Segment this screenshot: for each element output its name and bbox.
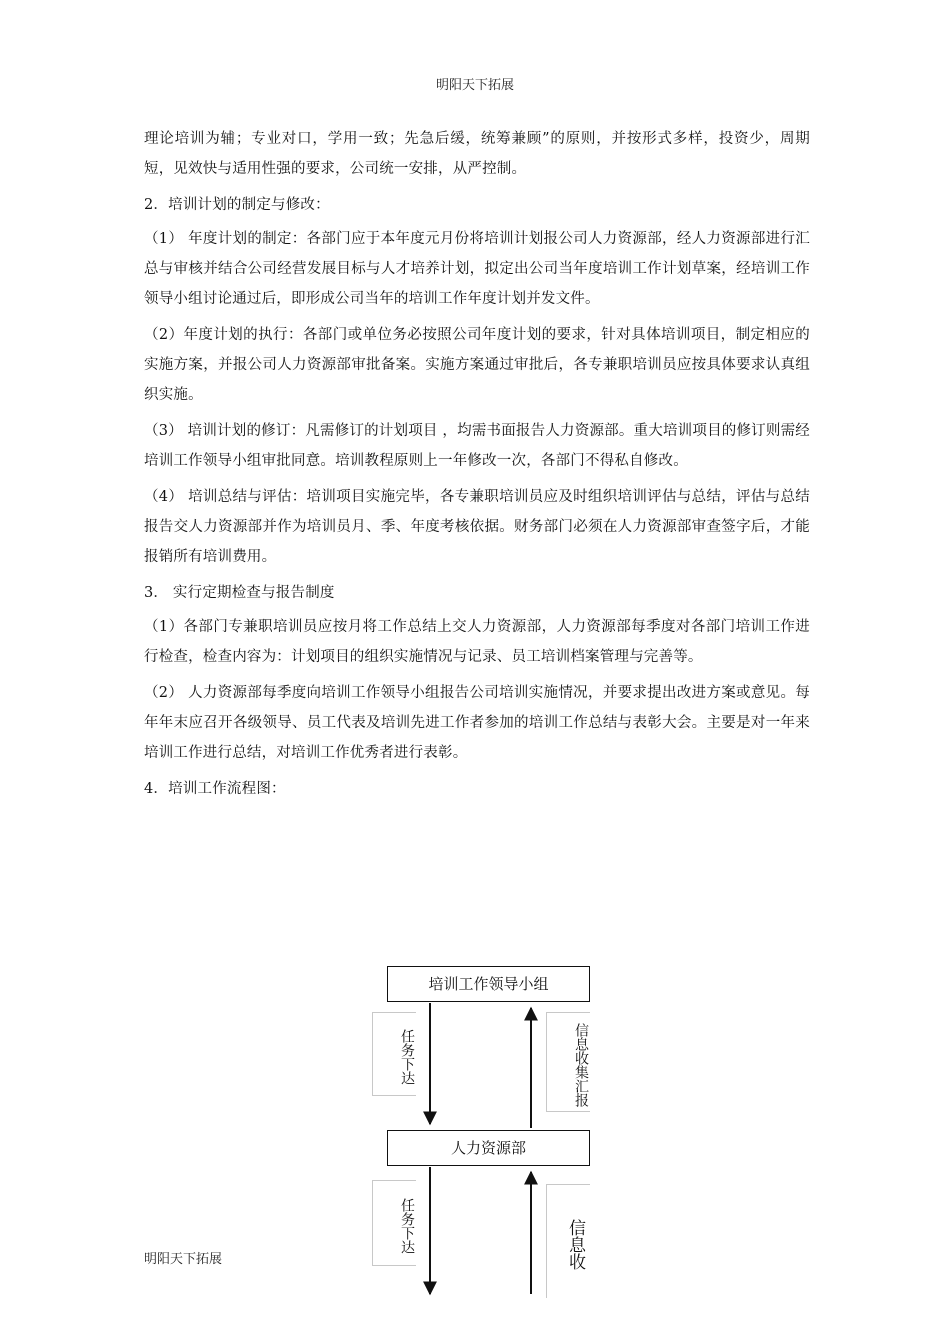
paragraph: 理论培训为辅；专业对口，学用一致；先急后缓，统筹兼顾”的原则，并按形式多样，投资少，周期短，见效快与适用性强的要求，公司统一安排，从严控制。 [144,131,810,177]
flow-label-info-up-1: 信息收集汇报 [546,1012,590,1112]
page-footer: 明阳天下拓展 [144,1252,223,1267]
paragraph: （2）年度计划的执行：各部门或单位务必按照公司年度计划的要求，针对具体培训项目，制定相应的实施方案，并报公司人力资源部审批备案。实施方案通过审批后，各专兼职培训员应按具体要求认真组织实施。 [144,327,810,403]
section-heading: 4．培训工作流程图： [144,781,286,797]
flow-box-leadership-group: 培训工作领导小组 [387,966,590,1002]
paragraph: （1） 年度计划的制定：各部门应于本年度元月份将培训计划报公司人力资源部，经人力资源部进行汇总与审核并结合公司经营发展目标与人才培养计划，拟定出公司当年度培训工作计划草案，经培训工作领导小组讨论通过后，即形成公司当年的培训工作年度计划并发文件。 [144,231,810,307]
paragraph: （1）各部门专兼职培训员应按月将工作总结上交人力资源部，人力资源部每季度对各部门培训工作进行检查，检查内容为：计划项目的组织实施情况与记录、员工培训档案管理与完善等。 [144,619,810,665]
section-heading: 2．培训计划的制定与修改： [144,197,330,213]
paragraph: （3） 培训计划的修订：凡需修订的计划项目 ，均需书面报告人力资源部。重大培训项目的修订则需经培训工作领导小组审批同意。培训教程原则上一年修改一次，各部门不得私自修改。 [144,423,810,469]
document-body [144,124,810,808]
flow-label-info-up-2: 信息收 [546,1184,590,1298]
section-heading: 3． 实行定期检查与报告制度 [144,585,335,601]
paragraph: （4） 培训总结与评估：培训项目实施完毕，各专兼职培训员应及时组织培训评估与总结，评估与总结报告交人力资源部并作为培训员月、季、年度考核依据。财务部门必须在人力资源部审查签字后，才能报销所有培训费用。 [144,489,810,565]
flow-label-task-down-1: 任务下达 [372,1012,416,1096]
flow-label-task-down-2: 任务下达 [372,1180,416,1266]
paragraph: （2） 人力资源部每季度向培训工作领导小组报告公司培训实施情况，并要求提出改进方案或意见。每年年末应召开各级领导、员工代表及培训先进工作者参加的培训工作总结与表彰大会。主要是对一年来培训工作进行总结，对培训工作优秀者进行表彰。 [144,685,810,761]
page-header: 明阳天下拓展 [435,78,514,93]
flow-box-hr-department: 人力资源部 [387,1130,590,1166]
